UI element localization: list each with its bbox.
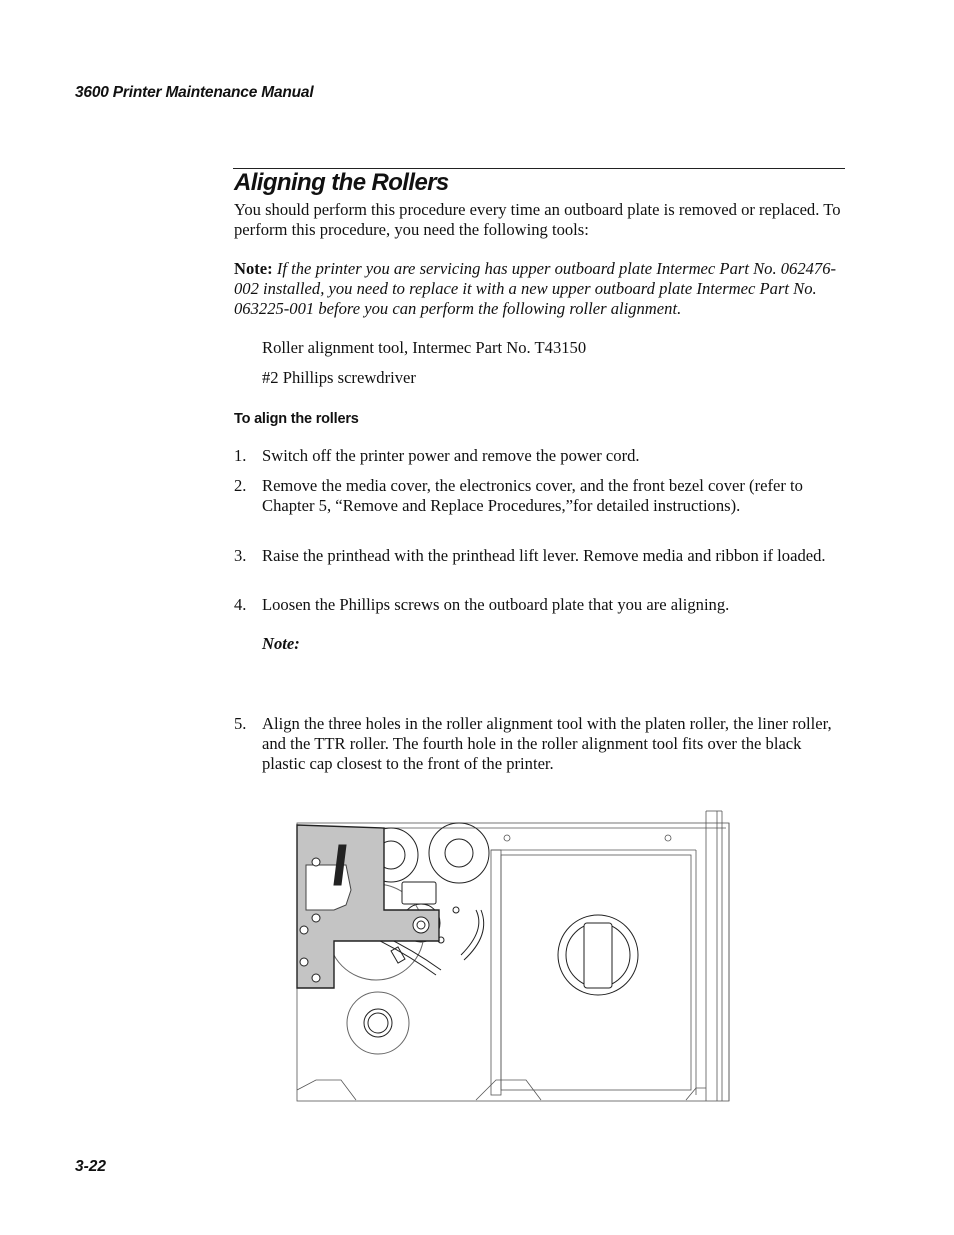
step-text: Loosen the Phillips screws on the outboard plate that you are aligning.	[262, 595, 730, 614]
intro-paragraph: You should perform this procedure every time an outboard plate is removed or replaced. To perform this procedure, you need the following tools:	[234, 200, 841, 239]
step-number: 1.	[234, 446, 247, 465]
step-number: 4.	[234, 595, 247, 614]
section-title: Aligning the Rollers	[234, 169, 449, 196]
tool-item: Roller alignment tool, Intermec Part No. T43150	[262, 338, 587, 357]
page-number: 3-22	[75, 1158, 107, 1175]
step-text: Raise the printhead with the printhead lift lever. Remove media and ribbon if loaded.	[262, 546, 826, 565]
note-label: Note:	[234, 259, 273, 278]
note-text: If the printer you are servicing has upper outboard plate Intermec Part No. 062476-002 installed, you need to replace it with a new upper outboard plate Intermec Part No. 063225-001 before you can perform the following roller alignment.	[234, 259, 837, 318]
note-paragraph	[234, 259, 846, 319]
step-note-label: Note:	[262, 634, 300, 653]
media-spindle	[558, 915, 638, 995]
step-text: Align the three holes in the roller alignment tool with the platen roller, the liner roller, and the TTR roller. The fourth hole in the roller alignment tool fits over the black plastic cap closest to the front of the printer.	[262, 714, 832, 773]
step-number: 5.	[234, 714, 247, 733]
running-header: 3600 Printer Maintenance Manual	[75, 84, 314, 101]
step-number: 2.	[234, 476, 247, 495]
tool-item: #2 Phillips screwdriver	[262, 368, 416, 387]
procedure-heading: To align the rollers	[234, 411, 359, 427]
step-number: 3.	[234, 546, 247, 565]
roller-alignment-illustration	[296, 810, 736, 1110]
step-text: Switch off the printer power and remove the power cord.	[262, 446, 640, 465]
step-text: Remove the media cover, the electronics cover, and the front bezel cover (refer to Chapter 5, “Remove and Replace Procedures,”for detailed instructions).	[262, 476, 803, 515]
